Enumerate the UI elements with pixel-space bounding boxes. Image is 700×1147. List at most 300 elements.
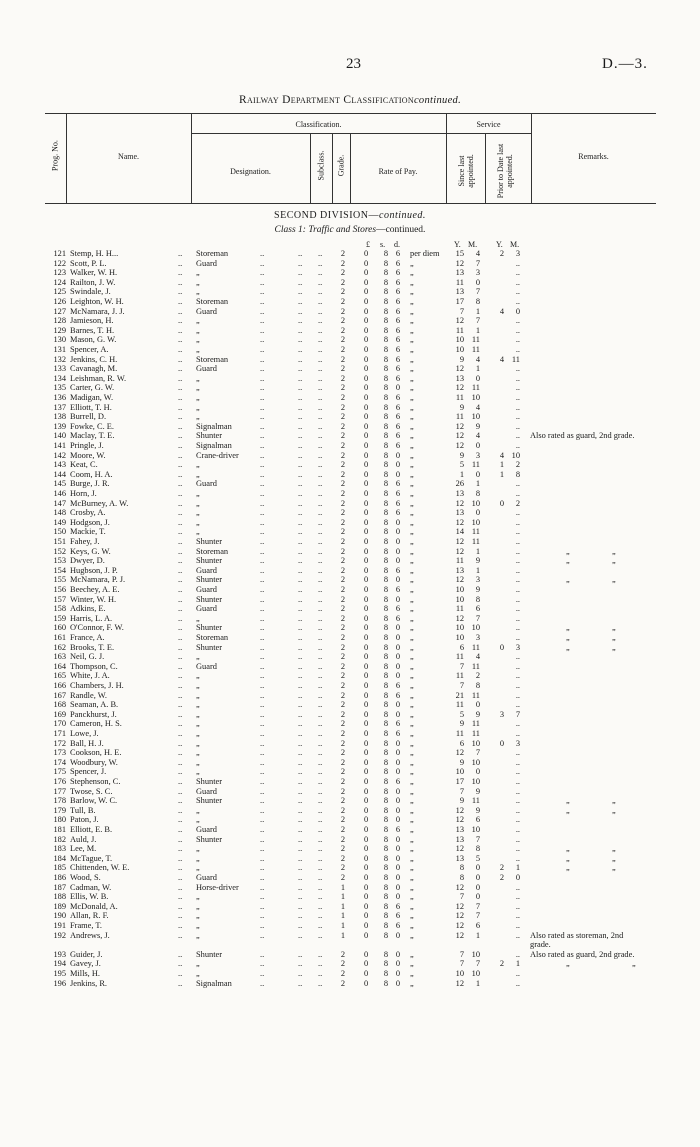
grade: 2 [340,297,346,306]
staff-name: Jenkins, R. [70,978,107,988]
grade: 2 [340,335,346,345]
pay-shillings: 8 [383,354,388,364]
designation: „ [196,892,200,902]
leader-dots: .. [178,402,183,412]
prog-no: 135 [53,383,66,393]
leader-dots: .. [298,652,303,662]
table-row [0,374,700,384]
pay-period: „ [410,652,414,662]
pay-period: „ [410,354,414,364]
pay-shillings: 8 [383,431,388,441]
grade: 2 [340,613,346,623]
leader-dots: .. [298,911,303,921]
prog-no: 194 [53,959,66,969]
table-row [0,700,700,710]
leader-dots: .. [260,805,265,815]
prior-months: .. [515,882,520,892]
pay-pounds: 0 [364,393,369,402]
pay-shillings: 8 [383,834,388,844]
leader-dots: .. [260,613,265,623]
pay-shillings: 8 [383,517,388,527]
leader-dots: .. [178,623,183,633]
grade: 2 [340,268,346,278]
service-months: 10 [471,412,480,422]
service-years: 6 [459,642,464,652]
grade: 2 [340,700,346,710]
pay-period: „ [410,469,414,479]
pay-period: „ [410,844,414,854]
leader-dots: .. [178,441,183,450]
grade: 2 [340,527,346,537]
prior-months: 3 [515,249,520,258]
unit-prior-months: M. [510,240,520,249]
leader-dots: .. [260,709,265,719]
grade: 2 [340,354,346,364]
grade: 2 [340,825,346,834]
prior-months: .. [515,786,520,796]
leader-dots: .. [178,575,183,585]
leader-dots: .. [318,815,323,825]
prior-months: .. [515,402,520,412]
pay-period: „ [410,258,414,268]
grade: 1 [340,901,346,911]
header-rate-of-pay: Rate of Pay. [378,167,418,176]
pay-shillings: 8 [383,402,388,412]
pay-shillings: 8 [383,316,388,326]
service-years: 11 [455,700,464,710]
table-row [0,470,700,480]
designation: Storeman [196,354,229,364]
leader-dots: .. [260,546,265,556]
unit-prior-years: Y. [496,240,503,249]
pay-period: „ [410,565,414,575]
pay-period: „ [410,834,414,844]
leader-dots: .. [260,690,265,700]
leader-dots: .. [318,345,323,354]
leader-dots: .. [260,268,265,278]
leader-dots: .. [298,853,303,863]
staff-name: Lee, M. [70,844,97,854]
staff-name: Frame, T. [70,921,103,930]
pay-pounds: 0 [364,498,369,508]
table-row [0,489,700,499]
prior-months: .. [515,719,520,729]
pay-period: „ [410,402,414,412]
pay-pounds: 0 [364,642,369,652]
leader-dots: .. [318,441,323,450]
remarks: grade. [530,940,551,950]
leader-dots: .. [260,508,265,518]
grade: 2 [340,565,346,575]
staff-name: McBurney, A. W. [70,498,129,508]
table-row [0,268,700,278]
prog-no: 160 [53,623,66,633]
pay-shillings: 8 [383,537,388,546]
staff-name: Woodbury, W. [70,757,118,767]
grade: 2 [340,575,346,585]
table-row [0,307,700,317]
prog-no: 150 [53,527,66,537]
pay-shillings: 8 [383,901,388,911]
prog-no: 166 [53,681,66,690]
leader-dots: .. [260,748,265,758]
table-row [0,287,700,297]
leader-dots: .. [178,729,183,738]
pay-period: „ [410,873,414,882]
leader-dots: .. [178,901,183,911]
service-years: 7 [459,949,464,959]
prog-no: 140 [53,431,66,441]
service-years: 12 [455,421,464,431]
service-months: 10 [471,517,480,527]
pay-shillings: 8 [383,873,388,882]
leader-dots: .. [260,297,265,306]
table-row [0,873,700,883]
leader-dots: .. [298,729,303,738]
table-row [0,566,700,576]
service-years: 13 [455,508,464,518]
grade: 2 [340,441,346,450]
service-months: 10 [471,393,480,402]
leader-dots: .. [298,383,303,393]
leader-dots: .. [318,287,323,297]
prior-months: .. [515,652,520,662]
remarks-ditto: „ [612,844,616,854]
staff-name: Randle, W. [70,690,107,700]
pay-shillings: 8 [383,498,388,508]
pay-pence: 0 [395,863,400,873]
leader-dots: .. [178,527,183,537]
pay-shillings: 8 [383,441,388,450]
grade: 2 [340,805,346,815]
remarks: Also rated as guard, 2nd grade. [530,431,635,441]
leader-dots: .. [298,863,303,873]
table-row [0,787,700,797]
pay-pence: 6 [395,901,400,911]
leader-dots: .. [178,681,183,690]
service-months: 3 [475,450,480,460]
staff-name: McNamara, P. J. [70,575,126,585]
service-years: 12 [455,316,464,326]
designation: „ [196,489,200,498]
leader-dots: .. [260,882,265,892]
pay-pounds: 0 [364,546,369,556]
grade: 2 [340,412,346,422]
staff-name: Barnes, T. H. [70,325,115,335]
service-years: 9 [459,402,464,412]
staff-name: Moore, W. [70,450,106,460]
pay-shillings: 8 [383,623,388,633]
service-years: 12 [455,517,464,527]
pay-pounds: 0 [364,412,369,422]
pay-pounds: 0 [364,969,369,978]
pay-shillings: 8 [383,949,388,959]
leader-dots: .. [318,460,323,470]
pay-shillings: 8 [383,911,388,921]
table-row [0,345,700,355]
pay-pounds: 0 [364,585,369,594]
grade: 2 [340,767,346,777]
prog-no: 184 [53,853,66,863]
pay-period: „ [410,546,414,556]
remarks: „ [566,844,570,854]
staff-name: Tull, B. [70,805,96,815]
service-months: 0 [475,700,480,710]
service-months: 1 [475,978,480,988]
prog-no: 185 [53,863,66,873]
prior-months: .. [515,441,520,450]
grade: 2 [340,489,346,498]
leader-dots: .. [178,652,183,662]
staff-name: Fowke, C. E. [70,421,114,431]
pay-shillings: 8 [383,450,388,460]
leader-dots: .. [298,901,303,911]
pay-pence: 0 [395,517,400,527]
prog-no: 187 [53,882,66,892]
table-row [0,527,700,537]
leader-dots: .. [318,412,323,422]
designation: Guard [196,873,217,882]
designation: Guard [196,258,217,268]
designation: „ [196,316,200,326]
pay-shillings: 8 [383,469,388,479]
service-months: 4 [475,402,480,412]
prog-no: 157 [53,594,66,604]
prior-months: .. [515,508,520,518]
pay-pounds: 0 [364,767,369,777]
pay-period: „ [410,604,414,614]
pay-pounds: 0 [364,623,369,633]
leader-dots: .. [298,431,303,441]
service-months: 11 [471,383,480,393]
table-row [0,681,700,691]
grade: 2 [340,709,346,719]
prog-no: 148 [53,508,66,518]
designation: „ [196,969,200,978]
remarks: „ [566,853,570,863]
col-rule-4 [332,133,333,203]
remarks-ditto: „ [612,853,616,863]
leader-dots: .. [318,863,323,873]
table-row [0,249,700,259]
pay-pounds: 0 [364,729,369,738]
table-row [0,422,700,432]
grade: 2 [340,652,346,662]
pay-period: „ [410,373,414,383]
designation: „ [196,345,200,354]
service-years: 12 [455,805,464,815]
division-suffix: continued. [379,210,426,221]
pay-shillings: 8 [383,460,388,470]
staff-name: Jenkins, C. H. [70,354,118,364]
grade: 2 [340,959,346,969]
prior-months: .. [515,421,520,431]
leader-dots: .. [298,633,303,642]
grade: 2 [340,345,346,354]
leader-dots: .. [178,421,183,431]
pay-shillings: 8 [383,959,388,969]
leader-dots: .. [298,393,303,402]
pay-pence: 0 [395,949,400,959]
designation: Storeman [196,249,229,258]
leader-dots: .. [298,335,303,345]
leader-dots: .. [298,748,303,758]
service-months: 3 [475,633,480,642]
pay-shillings: 8 [383,421,388,431]
leader-dots: .. [298,517,303,527]
pay-period: „ [410,777,414,786]
grade: 1 [340,882,346,892]
grade: 2 [340,671,346,681]
leader-dots: .. [298,575,303,585]
prior-months: .. [515,901,520,911]
designation: „ [196,690,200,700]
prior-months: .. [515,892,520,902]
prior-months: .. [515,853,520,863]
table-row [0,431,700,441]
class-heading [0,225,700,235]
leader-dots: .. [178,748,183,758]
service-months: 0 [475,373,480,383]
pay-period: „ [410,825,414,834]
remarks: „ [566,546,570,556]
remarks: „ [566,575,570,585]
staff-name: Walker, W. H. [70,268,118,278]
header-name: Name. [117,152,140,161]
pay-pence: 6 [395,287,400,297]
pay-shillings: 8 [383,633,388,642]
grade: 2 [340,498,346,508]
leader-dots: .. [318,844,323,854]
leader-dots: .. [260,258,265,268]
leader-dots: .. [318,249,323,258]
table-row [0,259,700,269]
service-years: 21 [455,690,464,700]
table-row [0,758,700,768]
leader-dots: .. [318,383,323,393]
service-years: 15 [455,249,464,258]
service-months: 11 [471,661,480,671]
table-row [0,950,700,960]
service-years: 10 [455,345,464,354]
pay-period: „ [410,345,414,354]
designation: „ [196,325,200,335]
leader-dots: .. [298,441,303,450]
leader-dots: .. [298,767,303,777]
pay-shillings: 8 [383,489,388,498]
leader-dots: .. [260,681,265,690]
grade: 2 [340,421,346,431]
grade: 2 [340,287,346,297]
staff-name: Leishman, R. W. [70,373,127,383]
service-years: 11 [455,729,464,738]
leader-dots: .. [298,815,303,825]
staff-name: Ball, H. J. [70,738,104,748]
grade: 2 [340,681,346,690]
leader-dots: .. [260,393,265,402]
staff-name: Thompson, C. [70,661,118,671]
pay-pounds: 0 [364,873,369,882]
prog-no: 131 [53,345,66,354]
staff-name: Cadman, W. [70,882,112,892]
service-years: 10 [455,767,464,777]
pay-pounds: 0 [364,556,369,566]
pay-pounds: 0 [364,911,369,921]
leader-dots: .. [318,921,323,930]
remarks-ditto: „ [612,575,616,585]
table-row [0,671,700,681]
pay-period: „ [410,815,414,825]
leader-dots: .. [298,709,303,719]
pay-period: „ [410,268,414,278]
pay-pounds: 0 [364,930,369,940]
prior-months: .. [515,815,520,825]
prog-no: 171 [53,729,66,738]
prior-months: .. [515,297,520,306]
remarks-ditto: „ [612,546,616,556]
designation: Shunter [196,949,223,959]
leader-dots: .. [178,354,183,364]
designation: „ [196,508,200,518]
staff-name: Lowe, J. [70,729,99,738]
service-years: 9 [459,719,464,729]
pay-pence: 6 [395,498,400,508]
prior-months: .. [515,633,520,642]
leader-dots: .. [318,652,323,662]
pay-shillings: 8 [383,258,388,268]
pay-period: „ [410,796,414,806]
table-row [0,825,700,835]
service-months: 7 [475,287,480,297]
service-years: 1 [459,469,464,479]
pay-pence: 6 [395,393,400,402]
pay-shillings: 8 [383,805,388,815]
service-months: 2 [475,671,480,681]
leader-dots: .. [298,354,303,364]
leader-dots: .. [178,268,183,278]
staff-name: Dwyer, D. [70,556,105,566]
pay-pence: 6 [395,911,400,921]
designation: „ [196,853,200,863]
leader-dots: .. [260,729,265,738]
pay-shillings: 8 [383,719,388,729]
prior-years: 4 [499,450,504,460]
leader-dots: .. [178,786,183,796]
leader-dots: .. [178,450,183,460]
table-row [0,604,700,614]
pay-pounds: 0 [364,748,369,758]
leader-dots: .. [260,911,265,921]
leader-dots: .. [318,901,323,911]
table-row [0,748,700,758]
service-months: 8 [475,489,480,498]
staff-name: Chambers, J. H. [70,681,124,690]
service-months: 9 [475,421,480,431]
leader-dots: .. [260,825,265,834]
leader-dots: .. [178,604,183,614]
pay-shillings: 8 [383,844,388,854]
leader-dots: .. [178,700,183,710]
header-grade: Grade. [336,154,346,177]
pay-pence: 0 [395,652,400,662]
leader-dots: .. [298,921,303,930]
prog-no: 126 [53,297,66,306]
service-months: 10 [471,738,480,748]
staff-name: Allan, R. F. [70,911,109,921]
designation: „ [196,402,200,412]
title-main: Railway Department Classification [238,94,414,106]
pay-pence: 6 [395,316,400,326]
